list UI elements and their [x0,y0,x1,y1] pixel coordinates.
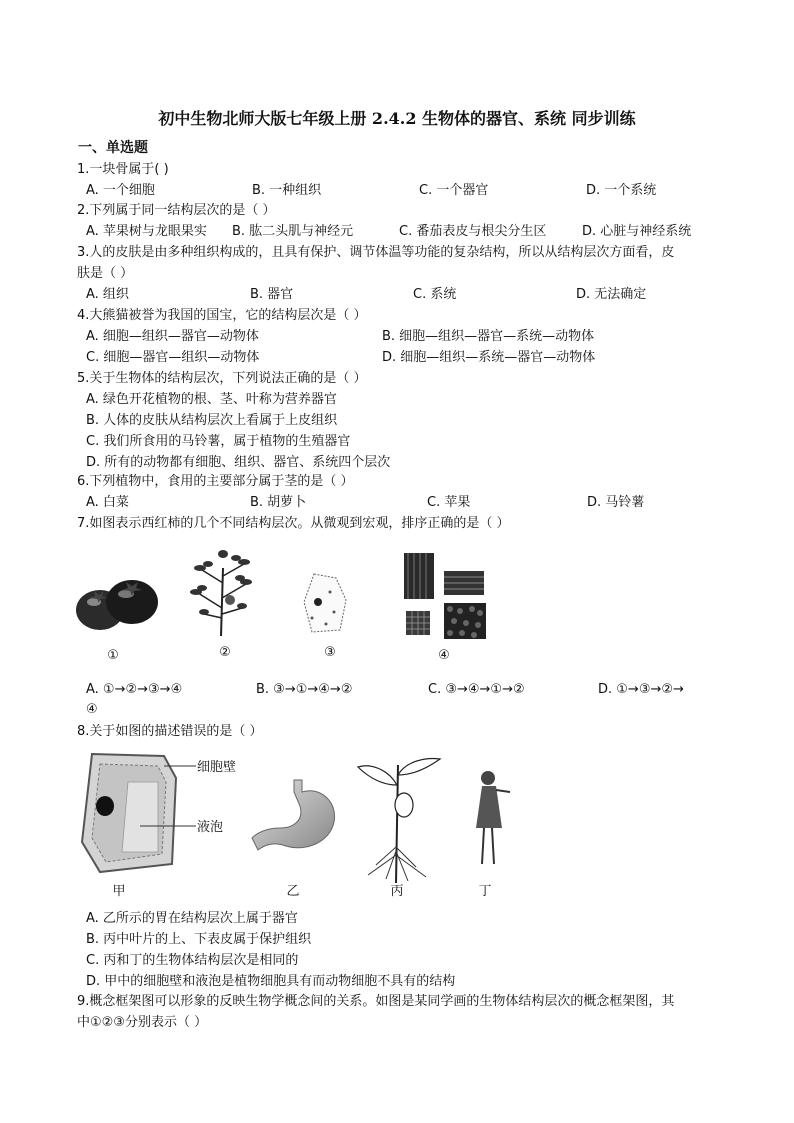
figure-label-ding: 丁 [478,884,492,899]
plant-seedling-bing [356,755,442,885]
q6-option-b[interactable]: B. 胡萝卜 [250,495,307,510]
question-7-stem: 7.如图表示西红柿的几个不同结构层次。从微观到宏观，排序正确的是（ ） [77,516,510,531]
q8-option-a[interactable]: A. 乙所示的胃在结构层次上属于器官 [86,911,298,926]
q7-option-a[interactable]: A. ①→②→③→④ [86,682,183,697]
q4-option-c[interactable]: C. 细胞—器官—组织—动物体 [86,350,260,365]
q6-option-d[interactable]: D. 马铃薯 [587,495,645,510]
question-1-stem: 1.一块骨属于( ) [77,162,169,177]
figure-label-3: ③ [324,645,336,660]
tomato-plant-image [186,548,256,638]
figure-label-bing: 丙 [390,884,404,899]
section-heading: 一、单选题 [78,140,148,156]
q5-option-b[interactable]: B. 人体的皮肤从结构层次上看属于上皮组织 [86,413,338,428]
question-3-stem-line1: 3.人的皮肤是由多种组织构成的，且具有保护、调节体温等功能的复杂结构，所以从结构层次方面看，皮 [77,245,675,260]
tomato-fruit-image [74,572,160,634]
q3-option-d[interactable]: D. 无法确定 [576,287,647,302]
plant-cell-image [300,572,350,634]
q3-option-b[interactable]: B. 器官 [250,287,294,302]
figure-label-jia: 甲 [112,884,126,899]
q8-option-c[interactable]: C. 丙和丁的生物体结构层次是相同的 [86,953,299,968]
figure-label-yi: 乙 [286,884,300,899]
person-image-ding [472,768,512,868]
q2-option-b[interactable]: B. 肱二头肌与神经元 [232,224,354,239]
question-9-stem-line2: 中①②③分别表示（ ） [77,1015,208,1030]
q5-option-c[interactable]: C. 我们所食用的马铃薯，属于植物的生殖器官 [86,434,351,449]
q1-option-c[interactable]: C. 一个器官 [419,183,489,198]
question-4-stem: 4.大熊猫被誉为我国的国宝，它的结构层次是（ ） [77,308,367,323]
q7-option-d[interactable]: D. ①→③→②→ [598,682,684,697]
q8-option-b[interactable]: B. 丙中叶片的上、下表皮属于保护组织 [86,932,312,947]
q2-option-d[interactable]: D. 心脏与神经系统 [582,224,692,239]
figure-label-2: ② [219,645,231,660]
figure-label-1: ① [107,648,119,663]
q7-option-c[interactable]: C. ③→④→①→② [428,682,525,697]
callout-vacuole: 液泡 [197,820,224,835]
q4-option-b[interactable]: B. 细胞—组织—器官—系统—动物体 [382,329,595,344]
q7-option-d-continued: ④ [86,702,98,717]
plant-cell-diagram-jia [78,752,198,876]
question-8-stem: 8.关于如图的描述错误的是（ ） [77,724,263,739]
callout-cell-wall: 细胞壁 [197,760,237,775]
question-6-stem: 6.下列植物中，食用的主要部分属于茎的是（ ） [77,474,354,489]
tissue-samples-image [404,553,488,641]
figure-label-4: ④ [438,648,450,663]
stomach-image-yi [250,778,338,852]
page-title: 初中生物北师大版七年级上册 2.4.2 生物体的器官、系统 同步训练 [158,109,636,128]
q3-option-c[interactable]: C. 系统 [413,287,457,302]
q5-option-d[interactable]: D. 所有的动物都有细胞、组织、器官、系统四个层次 [86,455,391,470]
q3-option-a[interactable]: A. 组织 [86,287,129,302]
q6-option-c[interactable]: C. 苹果 [427,495,471,510]
q7-option-b[interactable]: B. ③→①→④→② [256,682,353,697]
q1-option-d[interactable]: D. 一个系统 [586,183,657,198]
q2-option-c[interactable]: C. 番茄表皮与根尖分生区 [399,224,547,239]
q1-option-b[interactable]: B. 一种组织 [252,183,322,198]
question-3-stem-line2: 肤是（ ） [77,266,134,281]
q8-option-d[interactable]: D. 甲中的细胞壁和液泡是植物细胞具有而动物细胞不具有的结构 [86,974,456,989]
question-9-stem-line1: 9.概念框架图可以形象的反映生物学概念间的关系。如图是某同学画的生物体结构层次的概念框架图，其 [77,994,675,1009]
question-5-stem: 5.关于生物体的结构层次，下列说法正确的是（ ） [77,371,367,386]
q4-option-a[interactable]: A. 细胞—组织—器官—动物体 [86,329,259,344]
q4-option-d[interactable]: D. 细胞—组织—系统—器官—动物体 [382,350,596,365]
q6-option-a[interactable]: A. 白菜 [86,495,129,510]
q2-option-a[interactable]: A. 苹果树与龙眼果实 [86,224,207,239]
q5-option-a[interactable]: A. 绿色开花植物的根、茎、叶称为营养器官 [86,392,337,407]
q1-option-a[interactable]: A. 一个细胞 [86,183,155,198]
question-2-stem: 2.下列属于同一结构层次的是（ ） [77,203,276,218]
